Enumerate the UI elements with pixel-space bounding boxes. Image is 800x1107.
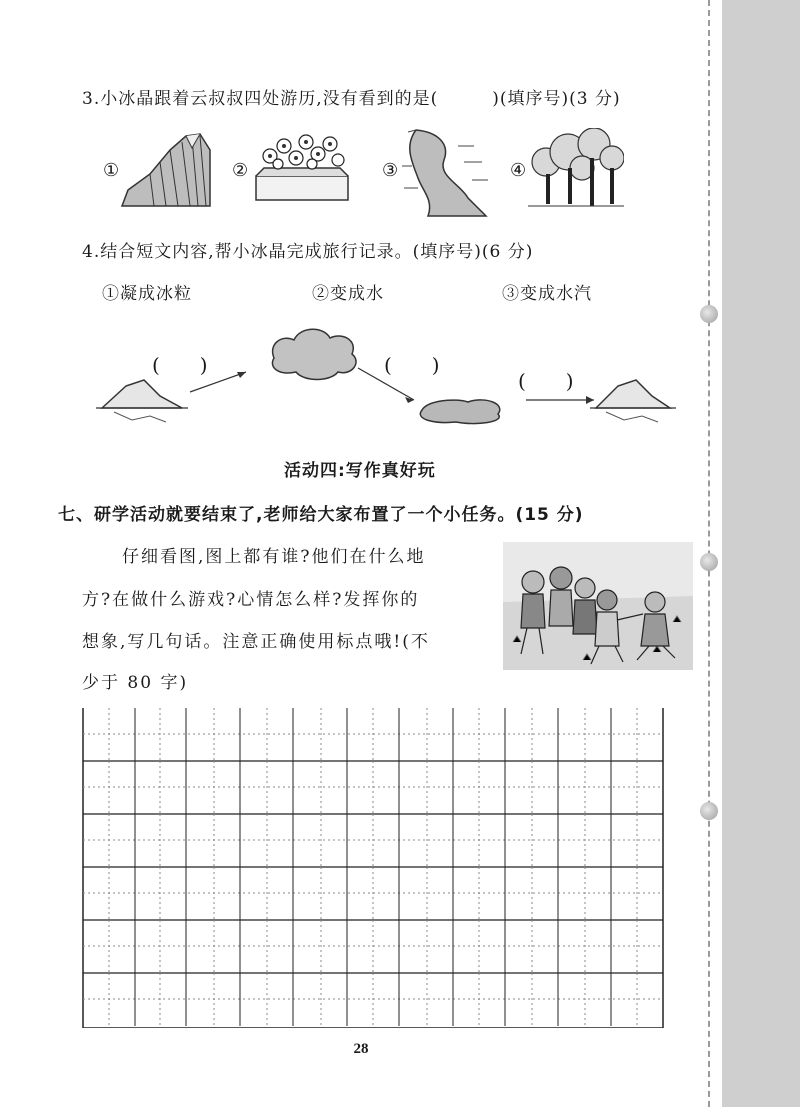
forest-image <box>528 128 624 210</box>
page-number: 28 <box>353 1041 369 1057</box>
binder-hole-1 <box>700 305 718 323</box>
section-7-title: 七、研学活动就要结束了,老师给大家布置了一个小任务。(15 分) <box>58 505 584 525</box>
cloud <box>272 329 356 379</box>
option-3-number: ③ <box>382 160 399 181</box>
answer-blank-3[interactable]: ( ) <box>518 369 574 393</box>
mountain-image <box>120 130 212 208</box>
answer-blank-1[interactable]: ( ) <box>152 353 208 377</box>
water-cycle-diagram <box>96 324 676 434</box>
question-4-text: 4.结合短文内容,帮小冰晶完成旅行记录。(填序号)(6 分) <box>82 242 534 262</box>
answer-blank-2[interactable]: ( ) <box>384 353 440 377</box>
flower-bed-image <box>250 132 355 204</box>
water-puddle <box>420 400 499 424</box>
prompt-line-3: 想象,写几句话。注意正确使用标点哦!(不 <box>82 632 430 652</box>
choice-1: ①凝成冰粒 <box>102 284 192 304</box>
option-1-number: ① <box>103 160 120 181</box>
choice-3: ③变成水汽 <box>502 284 592 304</box>
question-3-text: 3.小冰晶跟着云叔叔四处游历,没有看到的是( )(填序号)(3 分) <box>82 89 621 109</box>
prompt-line-4: 少于 80 字) <box>82 673 189 693</box>
prompt-line-1: 仔细看图,图上都有谁?他们在什么地 <box>122 547 426 567</box>
iceberg-right <box>590 380 676 422</box>
binder-hole-2 <box>700 553 718 571</box>
children-playing-image <box>503 542 693 670</box>
binder-hole-3 <box>700 802 718 820</box>
choice-2: ②变成水 <box>312 284 384 304</box>
river-image <box>398 126 492 218</box>
activity-title: 活动四:写作真好玩 <box>284 461 436 481</box>
prompt-line-2: 方?在做什么游戏?心情怎么样?发挥你的 <box>82 590 420 610</box>
option-2-number: ② <box>232 160 249 181</box>
iceberg-left <box>96 380 188 422</box>
option-4-number: ④ <box>510 160 527 181</box>
page-margin-sidebar <box>722 0 800 1107</box>
writing-grid[interactable] <box>82 708 666 1028</box>
